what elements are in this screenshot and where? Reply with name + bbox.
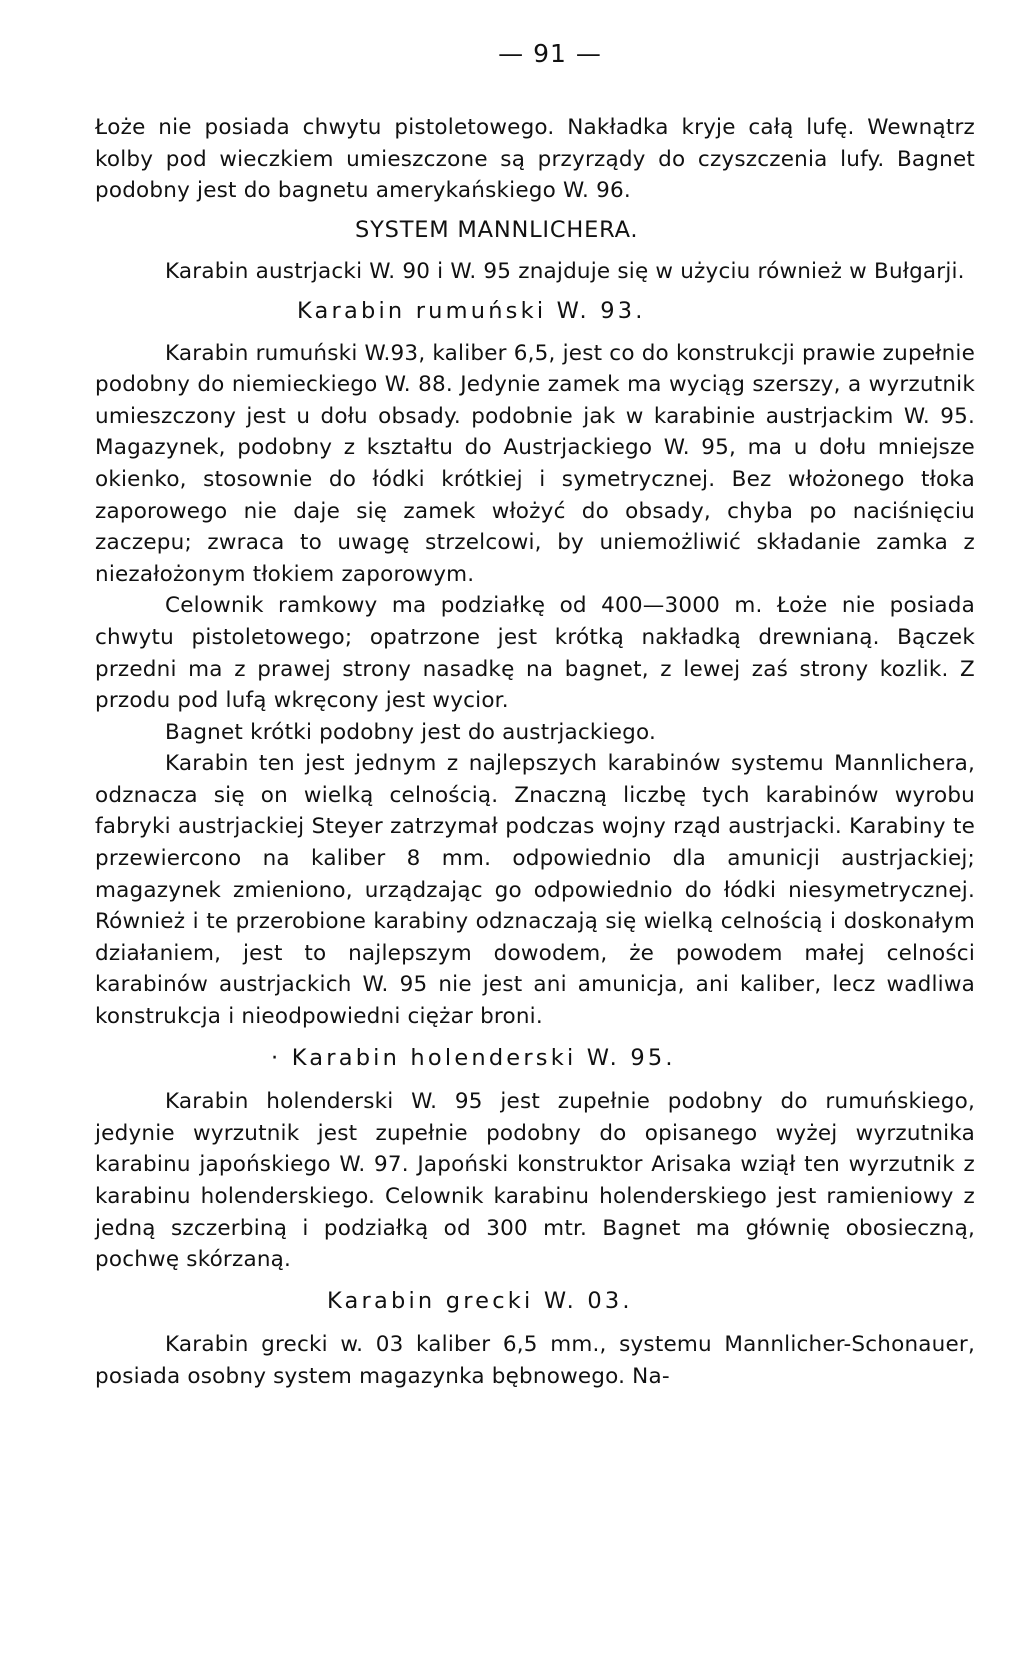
page-number: — 91 — xyxy=(498,39,602,68)
heading-greek-rifle: Karabin grecki W. 03. xyxy=(327,1287,633,1314)
heading-romanian-rifle: Karabin rumuński W. 93. xyxy=(297,297,646,324)
paragraph-greek-rifle: Karabin grecki w. 03 kaliber 6,5 mm., systemu Mannlicher-Schonauer, posiada osobny system magazynka bębnowego. Na- xyxy=(95,1332,975,1389)
paragraph-rear-sight: Celownik ramkowy ma podziałkę od 400—3000 m. Łoże nie posiada chwytu pistoletowego; opatrzone jest krótką nakładką drewnianą. Bączek przedni ma z prawej strony nasadkę na bagnet, z lewej zaś strony kozlik. Z przodu pod lufą wkręcony jest wycior. xyxy=(95,593,975,714)
heading-system-mannlichera: SYSTEM MANNLICHERA. xyxy=(355,216,639,243)
paragraph-bayonet: Bagnet krótki podobny jest do austrjackiego. xyxy=(165,719,657,745)
heading-dutch-rifle: · Karabin holenderski W. 95. xyxy=(271,1044,676,1071)
paragraph-accuracy: Karabin ten jest jednym z najlepszych karabinów systemu Mannlichera, odznacza się on wielką celnością. Znaczną liczbę tych karabinów wyrobu fabryki austrjackiej Steyer zatrzymał podczas wojny rząd austrjacki. Karabiny te przewiercono na kaliber 8 mm. odpowiednio dla amunicji austrjackiej; magazynek zmieniono, urządzając go odpowiednio do łódki niesymetrycznej. Również i te przerobione karabiny odznaczają się wielką celnością i doskonałym działaniem, jest to najlepszym dowodem, że powodem małej celności karabinów austrjackich W. 95 nie jest ani amunicja, ani kaliber, lecz wadliwa konstrukcja i nieodpowiedni ciężar broni. xyxy=(95,751,975,1030)
paragraph-austrian-rifle: Karabin austrjacki W. 90 i W. 95 znajduje się w użyciu również w Bułgarji. xyxy=(165,259,965,285)
book-page xyxy=(95,34,975,1393)
paragraph-dutch-rifle: Karabin holenderski W. 95 jest zupełnie podobny do rumuńskiego, jedynie wyrzutnik jest zupełnie podobny do opisanego wyżej wyrzutnika karabinu japońskiego W. 97. Japoński konstruktor Arisaka wziął ten wyrzutnik z karabinu holenderskiego. Celownik karabinu holenderskiego jest ramieniowy z jedną szczerbiną i podziałką od 300 mtr. Bagnet ma głównię obosieczną, pochwę skórzaną. xyxy=(95,1089,975,1273)
paragraph-stock-description: Łoże nie posiada chwytu pistoletowego. Nakładka kryje całą lufę. Wewnątrz kolby pod wieczkiem umieszczone są przyrządy do czyszczenia lufy. Bagnet podobny jest do bagnetu amerykańskiego W. 96. xyxy=(95,115,975,204)
paragraph-romanian-rifle: Karabin rumuński W.93, kaliber 6,5, jest co do konstrukcji prawie zupełnie podobny do niemieckiego W. 88. Jedynie zamek ma wyciąg szerszy, a wyrzutnik umieszczony jest u dołu obsady. podobnie jak w karabinie austrjackim W. 95. Magazynek, podobny z kształtu do Austrjackiego W. 95, ma u dołu mniejsze okienko, stosownie do łódki krótkiej i symetrycznej. Bez włożonego tłoka zaporowego nie daje się zamek włożyć do obsady, chyba po naciśnięciu zaczepu; zwraca to uwagę strzelcowi, by uniemożliwić składanie zamka z niezałożonym tłokiem zaporowym. xyxy=(95,340,975,587)
